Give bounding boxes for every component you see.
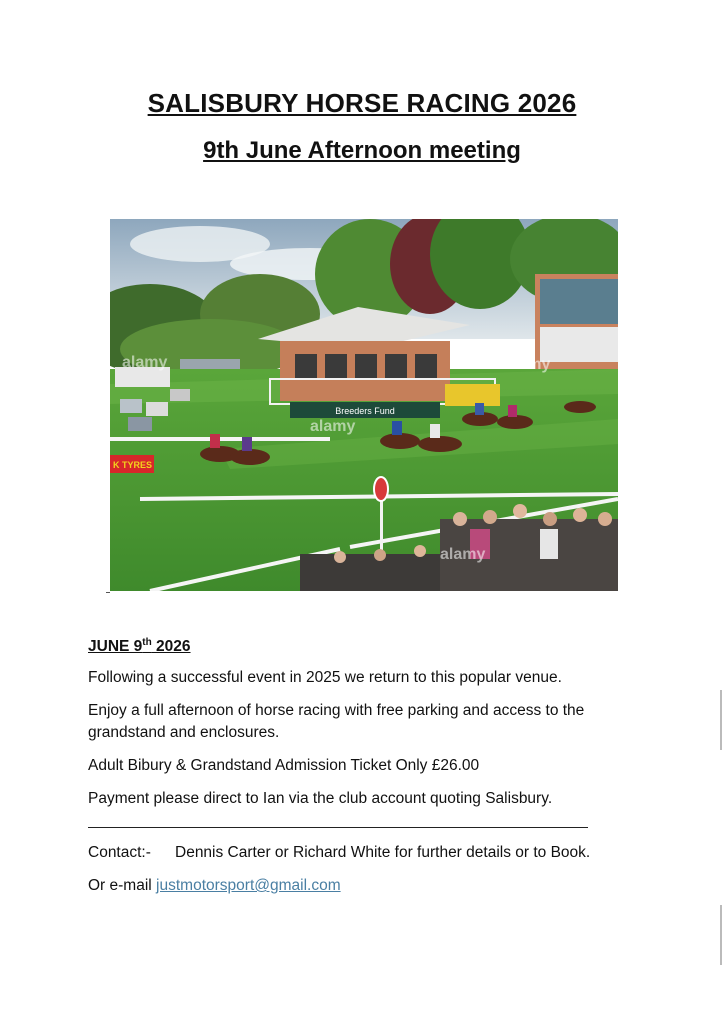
email-link[interactable]: justmotorsport@gmail.com <box>156 877 341 894</box>
grandstand <box>535 274 618 369</box>
svg-text:alamy: alamy <box>122 354 168 371</box>
date-heading: JUNE 9th 2026 <box>88 636 191 655</box>
svg-text:alamy: alamy <box>310 418 356 435</box>
ticket-price-paragraph: Adult Bibury & Grandstand Admission Ticket Only £26.00 <box>88 757 480 774</box>
page-title: SALISBURY HORSE RACING 2026 <box>147 88 577 118</box>
intro-paragraph: Following a successful event in 2025 we return to this popular venue. <box>88 669 562 686</box>
contact-row <box>88 842 648 864</box>
divider-line <box>88 826 588 828</box>
afternoon-paragraph: Enjoy a full afternoon of horse racing with free parking and access to the grandstand and enclosures. <box>88 702 585 741</box>
page-subtitle: 9th June Afternoon meeting <box>203 137 521 164</box>
svg-text:alamy: alamy <box>505 356 551 373</box>
tyres-board-text: K TYRES <box>113 460 153 470</box>
photo-edge-mark <box>106 592 110 593</box>
page-edge-mark <box>720 905 722 965</box>
svg-text:alamy: alamy <box>440 546 486 563</box>
racecourse-photo <box>110 219 618 591</box>
contact-text: Dennis Carter or Richard White for further details or to Book. <box>175 844 591 861</box>
contact-label: Contact:- <box>88 844 151 861</box>
email-prefix: Or e-mail <box>88 877 157 894</box>
payment-paragraph: Payment please direct to Ian via the club account quoting Salisbury. <box>88 790 553 807</box>
event-details <box>88 636 648 908</box>
email-row <box>88 875 648 897</box>
page-edge-mark <box>720 690 722 750</box>
stand-banner-text: Breeders Fund <box>335 406 395 416</box>
